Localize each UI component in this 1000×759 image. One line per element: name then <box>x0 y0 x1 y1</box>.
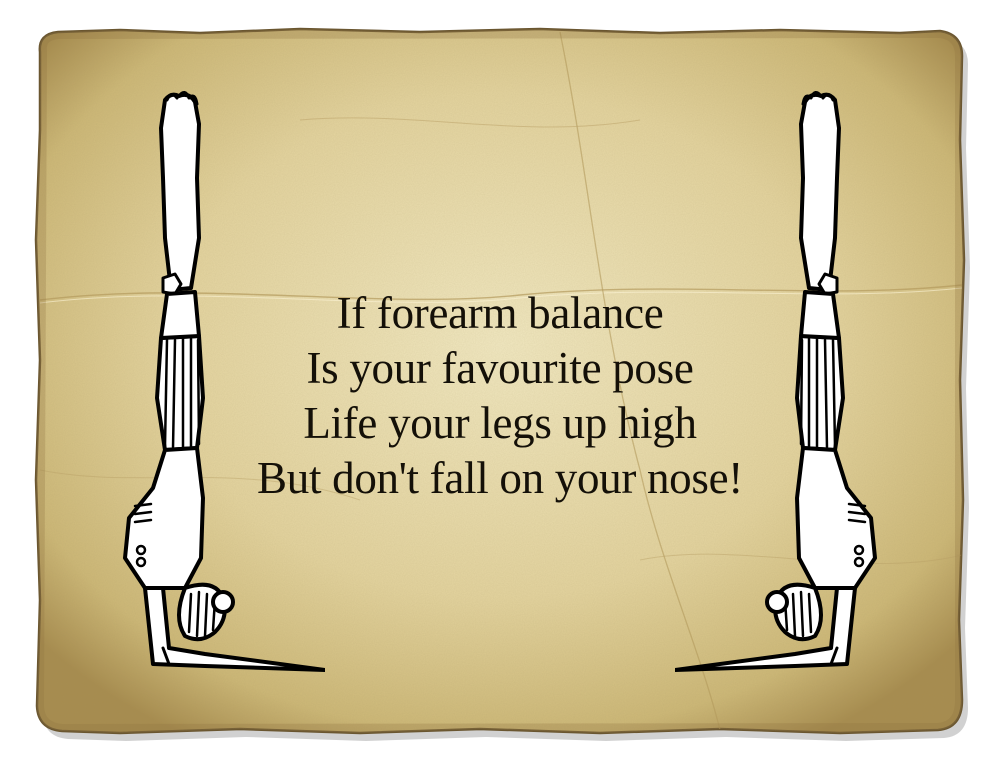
poem-line-1: If forearm balance <box>336 288 664 338</box>
poem-line-4: But don't fall on your nose! <box>257 453 743 503</box>
poem-line-3: Life your legs up high <box>303 398 697 448</box>
poem-line-2: Is your favourite pose <box>306 343 694 393</box>
poem-text <box>180 286 820 506</box>
